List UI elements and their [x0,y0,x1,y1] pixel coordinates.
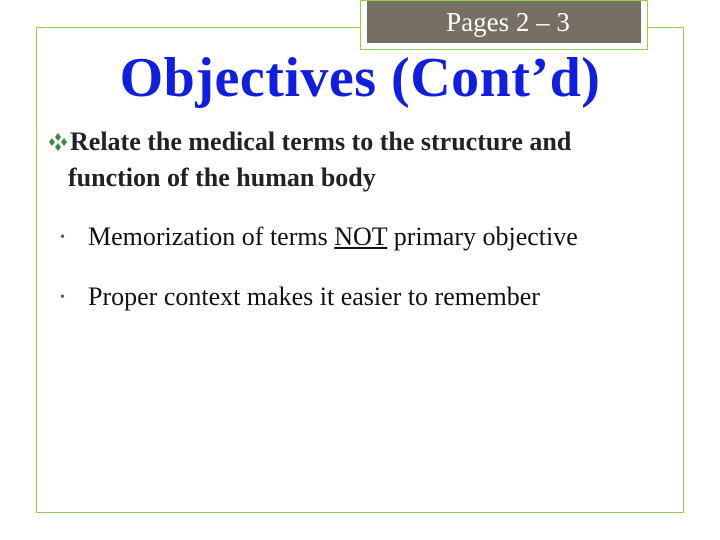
main-bullet [48,124,688,196]
sub-bullet-list [60,220,578,340]
main-bullet-line-1: Relate the medical terms to the structure and [70,127,572,156]
bullet-dot-icon: • [60,290,65,305]
sub-bullet-text: Proper context makes it easier to remember [88,282,540,311]
bullet-dot-icon: • [60,230,65,245]
page-number-tab [360,0,648,50]
sub-bullet-context [60,280,578,340]
slide-title: Objectives (Cont’d) [119,47,601,109]
sub-bullet-memorization [60,220,578,280]
main-bullet-line-2: function of the human body [68,163,376,192]
page-number-label: Pages 2 – 3 [446,6,570,37]
sub-bullet-emphasis: NOT [334,222,388,251]
diamond-cluster-icon [48,133,68,151]
sub-bullet-text-before: Memorization of terms [88,222,335,251]
page-tab-background [367,1,641,43]
sub-bullet-text-after: primary objective [387,222,578,251]
